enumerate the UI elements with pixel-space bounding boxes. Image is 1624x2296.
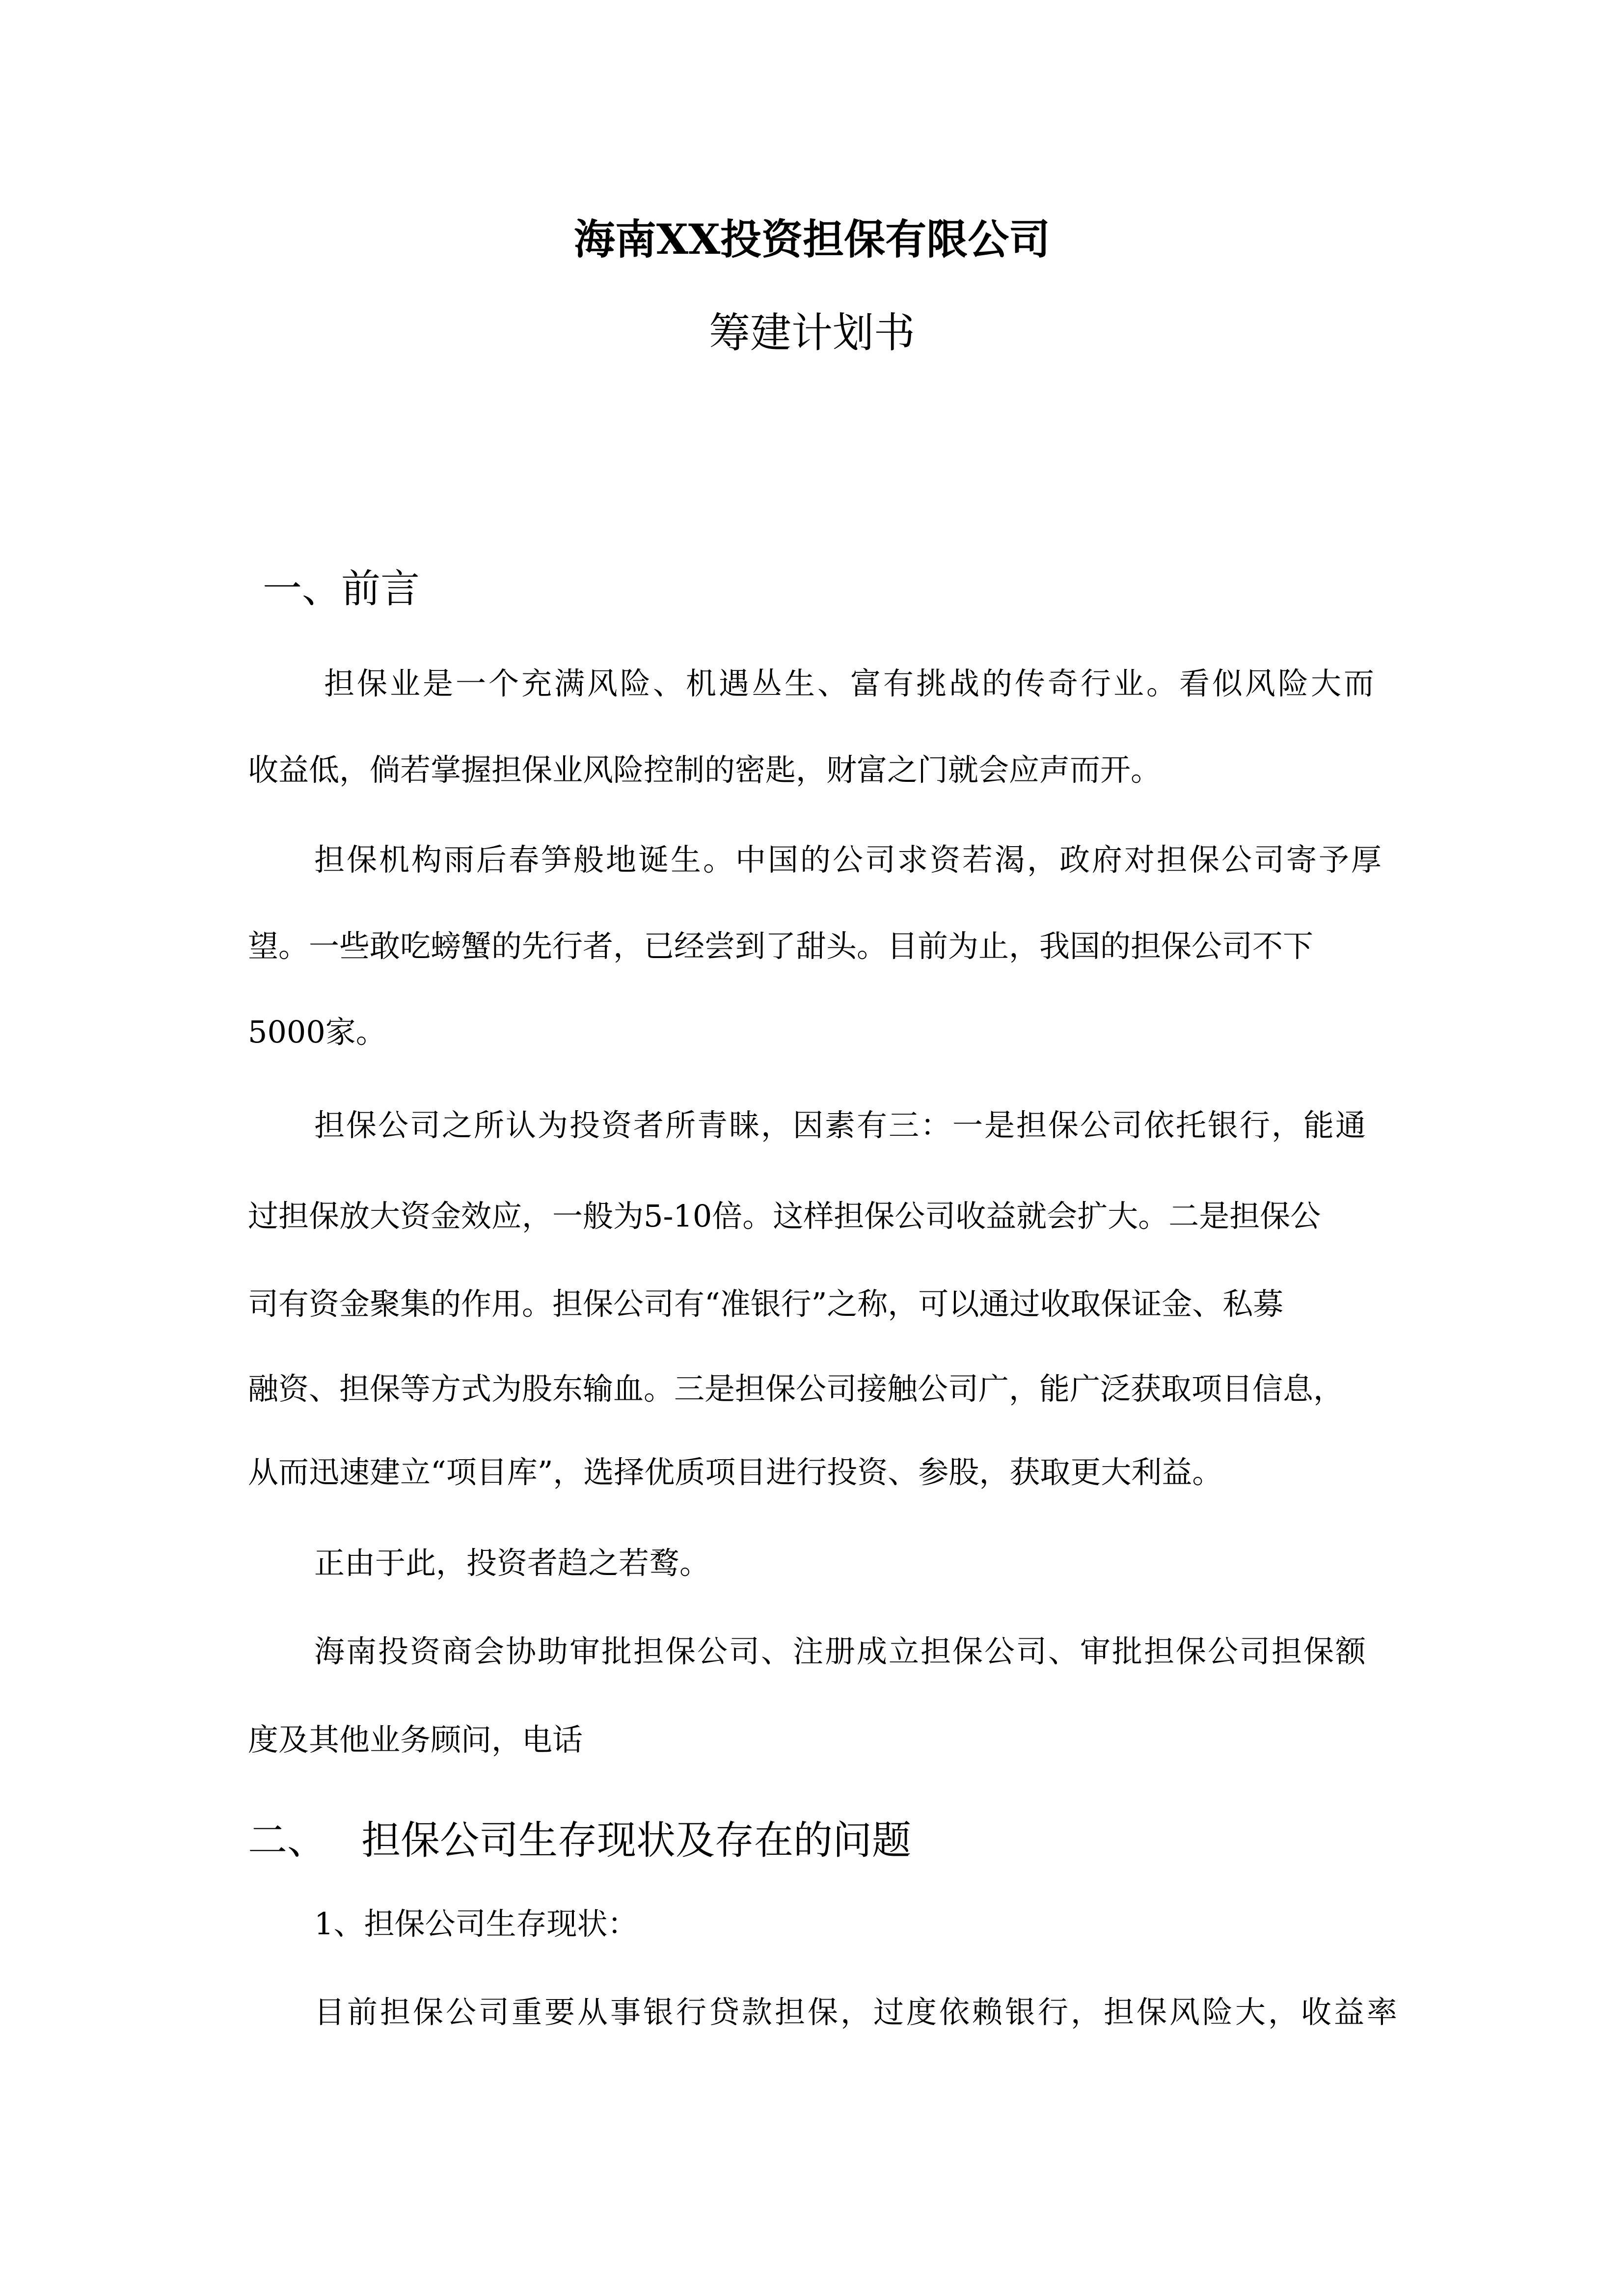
paragraph-line: 从而迅速建立“项目库”，选择优质项目进行投资、参股，获取更大利益。 <box>248 1454 1223 1490</box>
document-title: 海南XX投资担保有限公司 <box>573 215 1051 264</box>
subsection-line: 1、担保公司生存现状： <box>314 1906 638 1942</box>
paragraph-line: 5000家。 <box>248 1014 386 1050</box>
paragraph-line: 正由于此，投资者趋之若鹜。 <box>314 1545 710 1581</box>
paragraph-line: 担保公司之所认为投资者所青睐，因素有三：一是担保公司依托银行，能通 <box>314 1107 1368 1143</box>
document-subtitle: 筹建计划书 <box>708 309 915 357</box>
paragraph-line: 海南投资商会协助审批担保公司、注册成立担保公司、审批担保公司担保额 <box>314 1633 1368 1669</box>
paragraph-line: 担保业是一个充满风险、机遇丛生、富有挑战的传奇行业。看似风险大而 <box>324 666 1377 701</box>
paragraph-line: 度及其他业务顾问，电话 <box>248 1722 583 1758</box>
paragraph-line: 望。一些敢吃螃蟹的先行者，已经尝到了甜头。目前为止，我国的担保公司不下 <box>248 928 1314 964</box>
paragraph-line: 司有资金聚集的作用。担保公司有“准银行”之称，可以通过收取保证金、私募 <box>248 1286 1284 1322</box>
paragraph-line: 目前担保公司重要从事银行贷款担保，过度依赖银行，担保风险大，收益率 <box>314 1994 1400 2030</box>
section-heading-status: 担保公司生存现状及存在的问题 <box>361 1817 911 1863</box>
paragraph-line: 融资、担保等方式为股东输血。三是担保公司接触公司广，能广泛获取项目信息， <box>248 1371 1344 1407</box>
paragraph-line: 收益低，倘若掌握担保业风险控制的密匙，财富之门就会应声而开。 <box>248 752 1162 788</box>
paragraph-line: 担保机构雨后春笋般地诞生。中国的公司求资若渴，政府对担保公司寄予厚 <box>314 842 1384 878</box>
section-heading-number: 二、 <box>248 1817 326 1863</box>
paragraph-line: 过担保放大资金效应，一般为5-10倍。这样担保公司收益就会扩大。二是担保公 <box>248 1198 1321 1234</box>
section-heading-foreword: 一、前言 <box>263 566 420 612</box>
